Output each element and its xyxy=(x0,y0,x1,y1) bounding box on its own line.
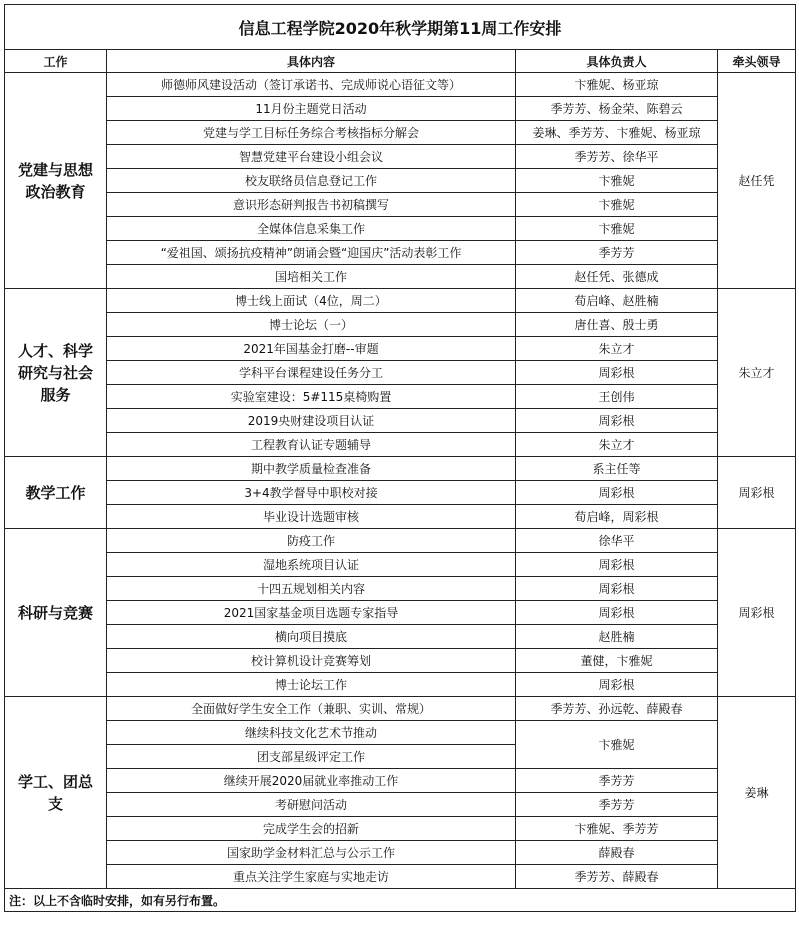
lead-person: 周彩根 xyxy=(718,529,796,697)
table-row xyxy=(5,193,796,217)
task-owner: 周彩根 xyxy=(516,481,718,505)
table-row xyxy=(5,409,796,433)
work-category: 科研与竞赛 xyxy=(5,529,107,697)
table-row xyxy=(5,385,796,409)
table-row xyxy=(5,481,796,505)
table-row xyxy=(5,649,796,673)
task-content: 期中教学质量检查准备 xyxy=(107,457,516,481)
table-row xyxy=(5,73,796,97)
header-owner: 具体负责人 xyxy=(516,50,718,73)
task-owner: 唐仕喜、殷士勇 xyxy=(516,313,718,337)
table-row xyxy=(5,313,796,337)
task-owner: 季芳芳、薛殿春 xyxy=(516,865,718,889)
task-content: 师德师风建设活动（签订承诺书、完成师说心语征文等） xyxy=(107,73,516,97)
task-content: 继续开展2020届就业率推动工作 xyxy=(107,769,516,793)
task-content: 继续科技文化艺术节推动 xyxy=(107,721,516,745)
task-content: 3+4教学督导中职校对接 xyxy=(107,481,516,505)
table-row xyxy=(5,697,796,721)
task-owner: 卞雅妮、季芳芳 xyxy=(516,817,718,841)
task-content: 实验室建设：5#115桌椅购置 xyxy=(107,385,516,409)
task-owner: 周彩根 xyxy=(516,577,718,601)
task-content: 博士线上面试（4位，周二） xyxy=(107,289,516,313)
table-row xyxy=(5,433,796,457)
task-content: 全面做好学生安全工作（兼职、实训、常规） xyxy=(107,697,516,721)
table-row xyxy=(5,625,796,649)
task-owner: 周彩根 xyxy=(516,673,718,697)
header-content: 具体内容 xyxy=(107,50,516,73)
task-content: 湿地系统项目认证 xyxy=(107,553,516,577)
task-owner: 朱立才 xyxy=(516,433,718,457)
table-row xyxy=(5,529,796,553)
task-owner: 周彩根 xyxy=(516,409,718,433)
table-row xyxy=(5,841,796,865)
task-content: 校友联络员信息登记工作 xyxy=(107,169,516,193)
lead-person: 朱立才 xyxy=(718,289,796,457)
task-owner: 荀启峰、赵胜楠 xyxy=(516,289,718,313)
task-owner: 赵任凭、张德成 xyxy=(516,265,718,289)
task-owner: 季芳芳、杨金荣、陈碧云 xyxy=(516,97,718,121)
task-content: 团支部星级评定工作 xyxy=(107,745,516,769)
task-content: 国家助学金材料汇总与公示工作 xyxy=(107,841,516,865)
task-owner: 赵胜楠 xyxy=(516,625,718,649)
work-category: 党建与思想政治教育 xyxy=(5,73,107,289)
table-row xyxy=(5,769,796,793)
sheet-title: 信息工程学院2020年秋学期第11周工作安排 xyxy=(5,5,796,50)
task-content: 博士论坛工作 xyxy=(107,673,516,697)
task-content: 意识形态研判报告书初稿撰写 xyxy=(107,193,516,217)
task-owner: 周彩根 xyxy=(516,361,718,385)
table-row xyxy=(5,289,796,313)
table-row xyxy=(5,577,796,601)
task-content: 校计算机设计竞赛筹划 xyxy=(107,649,516,673)
table-row xyxy=(5,601,796,625)
schedule-sheet xyxy=(4,4,795,912)
task-owner: 姜琳、季芳芳、卞雅妮、杨亚琼 xyxy=(516,121,718,145)
task-content: “爱祖国、颂扬抗疫精神”朗诵会暨“迎国庆”活动表彰工作 xyxy=(107,241,516,265)
schedule-body xyxy=(5,73,796,889)
task-content: 党建与学工目标任务综合考核指标分解会 xyxy=(107,121,516,145)
table-row xyxy=(5,145,796,169)
task-owner: 周彩根 xyxy=(516,553,718,577)
work-category: 教学工作 xyxy=(5,457,107,529)
task-content: 完成学生会的招新 xyxy=(107,817,516,841)
footnote: 注：以上不含临时安排，如有另行布置。 xyxy=(5,889,796,912)
task-owner: 卞雅妮 xyxy=(516,217,718,241)
lead-person: 姜琳 xyxy=(718,697,796,889)
task-owner: 卞雅妮 xyxy=(516,169,718,193)
table-row xyxy=(5,241,796,265)
task-owner: 荀启峰，周彩根 xyxy=(516,505,718,529)
task-content: 毕业设计选题审核 xyxy=(107,505,516,529)
task-owner: 季芳芳 xyxy=(516,241,718,265)
task-owner: 季芳芳 xyxy=(516,793,718,817)
header-lead: 牵头领导 xyxy=(718,50,796,73)
task-owner: 季芳芳、孙远乾、薛殿春 xyxy=(516,697,718,721)
task-owner: 卞雅妮 xyxy=(516,721,718,769)
lead-person: 周彩根 xyxy=(718,457,796,529)
task-content: 11月份主题党日活动 xyxy=(107,97,516,121)
lead-person: 赵任凭 xyxy=(718,73,796,289)
task-content: 博士论坛（一） xyxy=(107,313,516,337)
task-content: 工程教育认证专题辅导 xyxy=(107,433,516,457)
task-content: 2021年国基金打磨--审题 xyxy=(107,337,516,361)
table-row xyxy=(5,505,796,529)
task-owner: 薛殿春 xyxy=(516,841,718,865)
task-owner: 周彩根 xyxy=(516,601,718,625)
task-owner: 系主任等 xyxy=(516,457,718,481)
task-owner: 卞雅妮、杨亚琼 xyxy=(516,73,718,97)
task-owner: 季芳芳、徐华平 xyxy=(516,145,718,169)
work-category: 人才、科学研究与社会服务 xyxy=(5,289,107,457)
task-owner: 董健，卞雅妮 xyxy=(516,649,718,673)
table-row xyxy=(5,793,796,817)
table-row xyxy=(5,217,796,241)
table-row xyxy=(5,673,796,697)
schedule-table xyxy=(4,4,796,912)
task-owner: 卞雅妮 xyxy=(516,193,718,217)
task-content: 重点关注学生家庭与实地走访 xyxy=(107,865,516,889)
task-content: 十四五规划相关内容 xyxy=(107,577,516,601)
table-row xyxy=(5,865,796,889)
table-row xyxy=(5,553,796,577)
task-owner: 徐华平 xyxy=(516,529,718,553)
header-work: 工作 xyxy=(5,50,107,73)
task-owner: 季芳芳 xyxy=(516,769,718,793)
task-content: 横向项目摸底 xyxy=(107,625,516,649)
table-row xyxy=(5,817,796,841)
task-content: 全媒体信息采集工作 xyxy=(107,217,516,241)
table-row xyxy=(5,337,796,361)
task-content: 防疫工作 xyxy=(107,529,516,553)
task-content: 考研慰问活动 xyxy=(107,793,516,817)
table-row xyxy=(5,457,796,481)
task-content: 2019央财建设项目认证 xyxy=(107,409,516,433)
table-row xyxy=(5,97,796,121)
task-content: 国培相关工作 xyxy=(107,265,516,289)
table-row xyxy=(5,721,796,745)
task-content: 2021国家基金项目选题专家指导 xyxy=(107,601,516,625)
table-row xyxy=(5,169,796,193)
table-row xyxy=(5,265,796,289)
task-owner: 朱立才 xyxy=(516,337,718,361)
task-content: 学科平台课程建设任务分工 xyxy=(107,361,516,385)
task-content: 智慧党建平台建设小组会议 xyxy=(107,145,516,169)
table-row xyxy=(5,121,796,145)
work-category: 学工、团总支 xyxy=(5,697,107,889)
table-row xyxy=(5,361,796,385)
task-owner: 王创伟 xyxy=(516,385,718,409)
